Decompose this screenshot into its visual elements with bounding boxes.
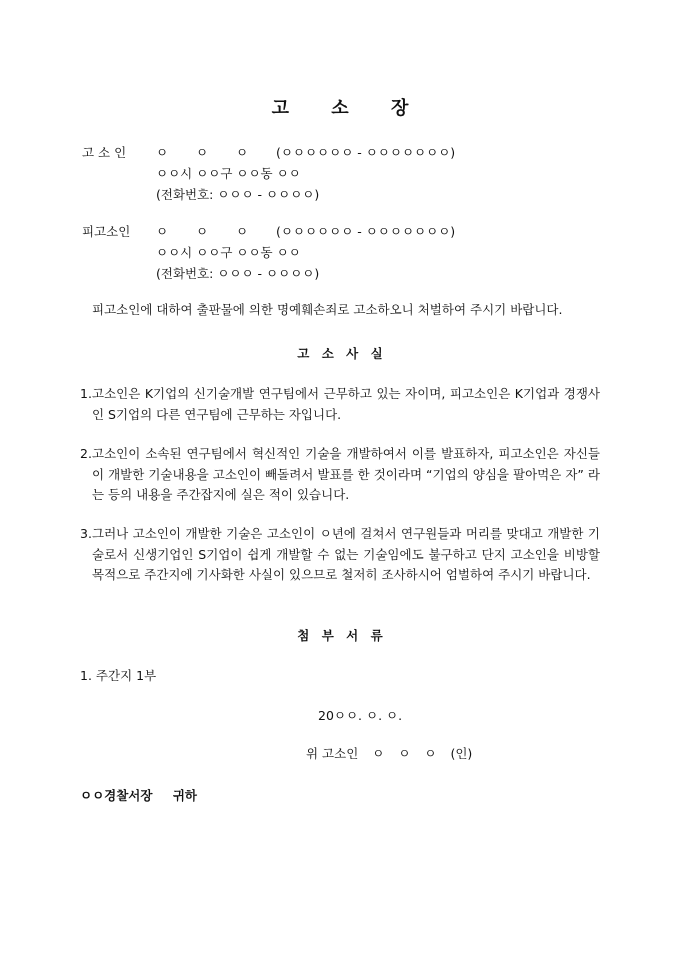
fact-text: 고소인은 K기업의 신기술개발 연구팀에서 근무하고 있는 자이며, 피고소인은 K기업과 경쟁사인 S기업의 다른 연구팀에 근무하는 자입니다. (92, 386, 600, 422)
attachment-number: 1. (80, 668, 92, 683)
heading-char: 첨 (297, 628, 310, 643)
heading-char: 사 (346, 346, 359, 361)
recipient-suffix: 귀하 (172, 788, 197, 803)
title-char: 고 (271, 98, 290, 119)
complainant-phone: (전화번호: ㅇㅇㅇ - ㅇㅇㅇㅇ) (156, 187, 320, 202)
fact-text: 고소인이 소속된 연구팀에서 혁신적인 기술을 개발하여서 이를 발표하자, 피고소인은 자신들이 개발한 기술내용을 고소인이 빼돌려서 발표를 한 것이라며 “기업의 양심을 팔아먹은 자” 라는 등의 내용을 주간잡지에 실은 적이 있습니다. (92, 446, 600, 502)
accused-name-char: ㅇ (195, 224, 209, 239)
attachments-heading (0, 626, 680, 644)
accused-rrn: (ㅇㅇㅇㅇㅇㅇ - ㅇㅇㅇㅇㅇㅇㅇ) (275, 224, 456, 239)
complainant-rrn: (ㅇㅇㅇㅇㅇㅇ - ㅇㅇㅇㅇㅇㅇㅇ) (275, 145, 456, 160)
accused-phone: (전화번호: ㅇㅇㅇ - ㅇㅇㅇㅇ) (156, 266, 320, 281)
title-char: 장 (390, 98, 409, 119)
signer-label: 위 고소인 (306, 746, 359, 761)
accused-name-row (156, 221, 455, 242)
accused-address: ㅇㅇ시 ㅇㅇ구 ㅇㅇ동 ㅇㅇ (156, 245, 301, 260)
fact-number: 1. (80, 386, 92, 401)
heading-char: 부 (321, 628, 334, 643)
complainant-name-char: ㅇ (235, 145, 249, 160)
heading-char: 고 (297, 346, 310, 361)
complainant-name-row (156, 142, 455, 163)
complainant-name-char: ㅇ (195, 145, 209, 160)
heading-char: 실 (370, 346, 383, 361)
signer-seal: (인) (450, 746, 473, 761)
signer-name-char: ㅇ (372, 746, 385, 761)
complaint-intro: 피고소인에 대하여 출판물에 의한 명예훼손죄로 고소하오니 처벌하여 주시기 바랍니다. (92, 302, 563, 317)
complainant-address: ㅇㅇ시 ㅇㅇ구 ㅇㅇ동 ㅇㅇ (156, 166, 301, 181)
accused-role: 피고소인 (82, 224, 131, 239)
attachment-item (80, 666, 156, 684)
fact-number: 2. (80, 446, 92, 461)
signer-name-char: ㅇ (398, 746, 411, 761)
accused-name-char: ㅇ (235, 224, 249, 239)
heading-char: 서 (346, 628, 359, 643)
filing-date: 20ㅇㅇ. ㅇ. ㅇ. (318, 708, 403, 723)
fact-item (80, 524, 600, 586)
fact-item (80, 384, 600, 425)
accused-name-char: ㅇ (156, 224, 169, 239)
signer-name-char: ㅇ (424, 746, 437, 761)
fact-item (80, 444, 600, 506)
complainant-role: 고 소 인 (82, 145, 127, 160)
document-title (0, 94, 680, 120)
fact-text: 그러나 고소인이 개발한 기술은 고소인이 ㅇ년에 걸쳐서 연구원들과 머리를 맞대고 개발한 기술로서 신생기업인 S기업이 쉽게 개발할 수 없는 기술임에도 불구하고 단지 고소인을 비방할 목적으로 주간지에 기사화한 사실이 있으므로 철저히 조사하시어 엄벌하여 주시기 바랍니다. (92, 526, 600, 582)
heading-char: 류 (370, 628, 383, 643)
recipient-line (80, 786, 213, 804)
title-char: 소 (331, 98, 349, 119)
fact-number: 3. (80, 526, 92, 541)
recipient-office: ㅇㅇ경찰서장 (80, 788, 153, 803)
complainant-name-char: ㅇ (156, 145, 169, 160)
attachment-text: 주간지 1부 (95, 668, 157, 683)
signer-line (306, 744, 482, 762)
heading-char: 소 (321, 346, 334, 361)
facts-heading (0, 344, 680, 362)
